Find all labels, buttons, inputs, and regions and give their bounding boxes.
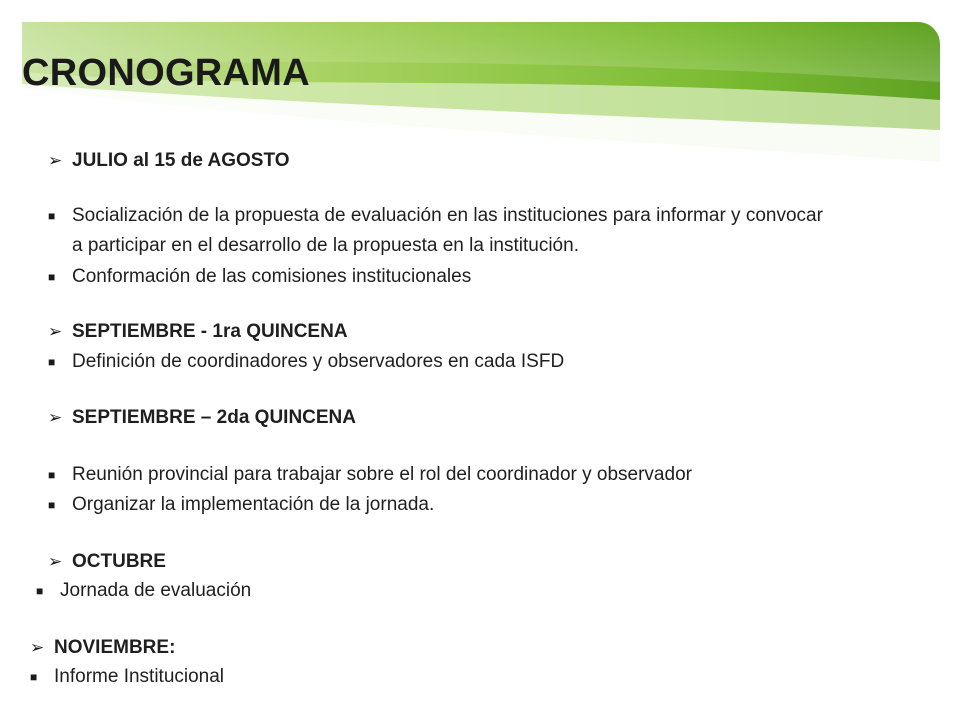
square-bullet-icon: ■ <box>48 270 56 284</box>
slide-title: CRONOGRAMA <box>22 52 310 94</box>
list-item: Organizar la implementación de la jornada. <box>72 494 435 515</box>
section-heading-julio: JULIO al 15 de AGOSTO <box>72 150 290 171</box>
section-heading-septiembre-2: SEPTIEMBRE – 2da QUINCENA <box>72 407 356 428</box>
list-item-continuation: a participar en el desarrollo de la propuesta en la institución. <box>72 235 579 256</box>
list-item: Conformación de las comisiones institucionales <box>72 266 472 287</box>
section-heading-octubre: OCTUBRE <box>72 551 166 572</box>
section-heading-noviembre: NOVIEMBRE: <box>54 637 176 658</box>
square-bullet-icon: ■ <box>30 670 38 684</box>
square-bullet-icon: ■ <box>48 468 56 482</box>
list-item: Socialización de la propuesta de evaluación en las instituciones para informar y convocar <box>72 205 823 226</box>
square-bullet-icon: ■ <box>36 584 44 598</box>
section-heading-septiembre-1: SEPTIEMBRE - 1ra QUINCENA <box>72 321 348 342</box>
header-banner <box>22 22 940 168</box>
arrow-bullet-icon: ➢ <box>48 322 63 341</box>
list-item: Definición de coordinadores y observadores en cada ISFD <box>72 351 565 372</box>
square-bullet-icon: ■ <box>48 209 56 223</box>
square-bullet-icon: ■ <box>48 498 56 512</box>
square-bullet-icon: ■ <box>48 355 56 369</box>
arrow-bullet-icon: ➢ <box>48 552 63 571</box>
list-item: Reunión provincial para trabajar sobre el rol del coordinador y observador <box>72 464 692 485</box>
list-item: Jornada de evaluación <box>60 580 252 601</box>
arrow-bullet-icon: ➢ <box>48 151 63 170</box>
arrow-bullet-icon: ➢ <box>48 408 63 427</box>
green-wave-decoration <box>22 22 940 168</box>
arrow-bullet-icon: ➢ <box>30 638 45 657</box>
list-item: Informe Institucional <box>54 666 225 687</box>
